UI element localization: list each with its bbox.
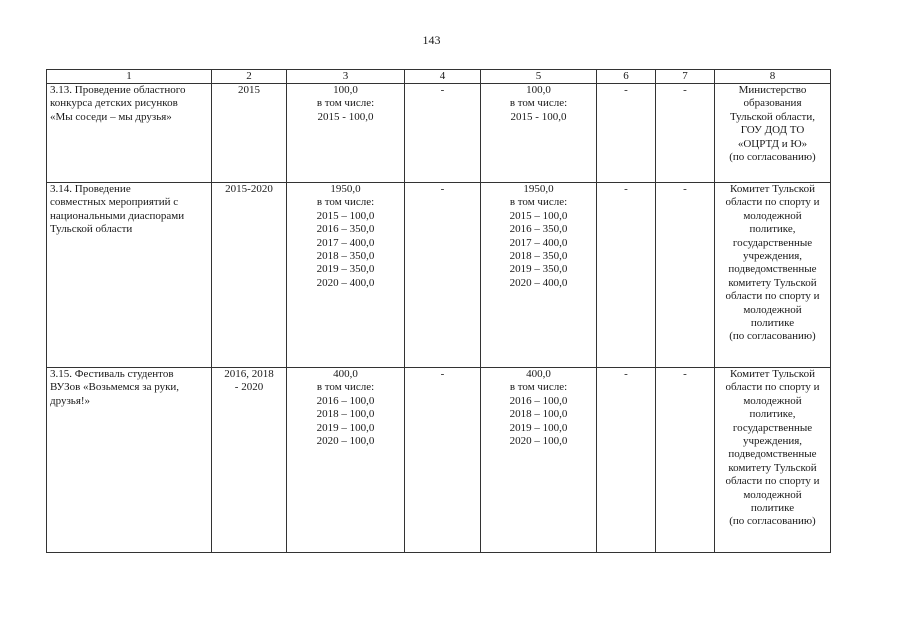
header-row — [47, 70, 831, 84]
regional-funding-line: в том числе: — [509, 381, 568, 394]
period-line: 2015-2020 — [225, 183, 273, 195]
regional-funding-line: 2016 – 350,0 — [509, 223, 568, 236]
executor-line: молодежной — [743, 303, 802, 316]
regional-funding-line: 2017 – 400,0 — [509, 236, 568, 249]
total-funding-line: 2015 - 100,0 — [317, 110, 374, 123]
total-funding-line: 2020 – 400,0 — [316, 276, 375, 289]
regional-funding-line: 2020 – 100,0 — [509, 435, 568, 448]
executor-line: образования — [743, 97, 802, 110]
executor-line: области по спорту и — [725, 290, 820, 303]
executor-line: молодежной — [743, 488, 802, 501]
table-row — [47, 183, 831, 368]
total-funding-line: 1950,0 — [330, 183, 361, 195]
regional-funding-line: в том числе: — [509, 97, 568, 110]
period-line: 2015 — [238, 84, 260, 96]
executor-line: «ОЦРТД и Ю» — [737, 137, 808, 150]
executor-line: Министерство — [738, 84, 807, 96]
executor-line: политике — [750, 502, 795, 515]
event-line: Тульской области — [50, 223, 133, 236]
total-funding-cell — [287, 368, 405, 553]
regional-funding-line: 2018 – 350,0 — [509, 250, 568, 263]
total-funding-line: 2020 – 100,0 — [316, 435, 375, 448]
executor-line: комитету Тульской — [728, 276, 817, 289]
column-header-8: 8 — [715, 70, 831, 84]
executor-line: государственные — [732, 421, 813, 434]
table-row — [47, 368, 831, 553]
column-6-cell: - — [597, 183, 656, 368]
executor-line: (по согласованию) — [729, 151, 816, 164]
column-header-2: 2 — [212, 70, 287, 84]
executor-line: Комитет Тульской — [730, 368, 815, 380]
total-funding-line: в том числе: — [316, 381, 375, 394]
total-funding-line: 2018 – 100,0 — [316, 408, 375, 421]
period-line: - 2020 — [234, 381, 264, 394]
executor-line: учреждения, — [742, 435, 803, 448]
period-cell — [212, 183, 287, 368]
total-funding-line: 2019 – 100,0 — [316, 421, 375, 434]
total-funding-line: 400,0 — [333, 368, 358, 380]
total-funding-line: 2018 – 350,0 — [316, 250, 375, 263]
event-line: конкурса детских рисунков — [50, 97, 178, 110]
regional-funding-line: 2020 – 400,0 — [509, 276, 568, 289]
executor-line: молодежной — [743, 209, 802, 222]
event-line: ВУЗов «Возьмемся за руки, — [50, 381, 180, 394]
executor-line: области по спорту и — [725, 196, 820, 209]
column-6-cell: - — [597, 368, 656, 553]
regional-funding-line: 2019 – 350,0 — [509, 263, 568, 276]
regional-funding-line: 2016 – 100,0 — [509, 394, 568, 407]
event-line: друзья!» — [50, 394, 91, 407]
event-line: совместных мероприятий с — [50, 196, 179, 209]
executor-cell — [715, 84, 831, 183]
regional-funding-line: 2018 – 100,0 — [509, 408, 568, 421]
event-line: 3.14. Проведение — [50, 183, 131, 195]
column-header-3: 3 — [287, 70, 405, 84]
period-line: 2016, 2018 — [224, 368, 274, 380]
executor-line: молодежной — [743, 394, 802, 407]
regional-funding-line: 2015 - 100,0 — [510, 110, 567, 123]
regional-funding-line: в том числе: — [509, 196, 568, 209]
column-7-cell: - — [656, 183, 715, 368]
period-cell — [212, 368, 287, 553]
executor-cell — [715, 368, 831, 553]
regional-funding-cell — [481, 183, 597, 368]
total-funding-line: 100,0 — [333, 84, 358, 96]
table-row — [47, 84, 831, 183]
regional-funding-line: 2015 – 100,0 — [509, 209, 568, 222]
executor-line: области по спорту и — [725, 475, 820, 488]
executor-line: политике, — [749, 408, 796, 421]
event-line: национальными диаспорами — [50, 209, 185, 222]
total-funding-line: 2017 – 400,0 — [316, 236, 375, 249]
executor-line: ГОУ ДОД ТО — [740, 124, 805, 137]
executor-line: политике — [750, 317, 795, 330]
column-4-cell: - — [405, 368, 481, 553]
page-number: 143 — [422, 33, 441, 47]
total-funding-cell — [287, 183, 405, 368]
total-funding-line: 2019 – 350,0 — [316, 263, 375, 276]
column-4-cell: - — [405, 84, 481, 183]
event-line: 3.13. Проведение областного — [50, 84, 186, 96]
column-header-5: 5 — [481, 70, 597, 84]
event-line: 3.15. Фестиваль студентов — [50, 368, 174, 380]
total-funding-cell — [287, 84, 405, 183]
executor-cell — [715, 183, 831, 368]
regional-funding-line: 1950,0 — [523, 183, 554, 195]
period-cell — [212, 84, 287, 183]
executor-line: (по согласованию) — [729, 515, 816, 528]
column-header-4: 4 — [405, 70, 481, 84]
executor-line: политике, — [749, 223, 796, 236]
executor-line: Комитет Тульской — [730, 183, 815, 195]
total-funding-line: 2016 – 350,0 — [316, 223, 375, 236]
executor-line: государственные — [732, 236, 813, 249]
program-table — [46, 69, 831, 553]
column-6-cell: - — [597, 84, 656, 183]
total-funding-line: 2016 – 100,0 — [316, 394, 375, 407]
total-funding-line: в том числе: — [316, 196, 375, 209]
total-funding-line: в том числе: — [316, 97, 375, 110]
column-header-1: 1 — [47, 70, 212, 84]
event-cell — [47, 84, 212, 183]
regional-funding-line: 2019 – 100,0 — [509, 421, 568, 434]
regional-funding-line: 400,0 — [526, 368, 551, 380]
column-header-6: 6 — [597, 70, 656, 84]
column-7-cell: - — [656, 368, 715, 553]
event-cell — [47, 183, 212, 368]
executor-line: комитету Тульской — [728, 461, 817, 474]
executor-line: подведомственные — [728, 263, 817, 276]
total-funding-line: 2015 – 100,0 — [316, 209, 375, 222]
executor-line: области по спорту и — [725, 381, 820, 394]
column-4-cell: - — [405, 183, 481, 368]
executor-line: подведомственные — [728, 448, 817, 461]
regional-funding-cell — [481, 84, 597, 183]
executor-line: Тульской области, — [729, 110, 816, 123]
event-line: «Мы соседи – мы друзья» — [50, 110, 172, 123]
event-cell — [47, 368, 212, 553]
regional-funding-line: 100,0 — [526, 84, 551, 96]
column-7-cell: - — [656, 84, 715, 183]
column-header-7: 7 — [656, 70, 715, 84]
executor-line: (по согласованию) — [729, 330, 816, 343]
regional-funding-cell — [481, 368, 597, 553]
executor-line: учреждения, — [742, 250, 803, 263]
